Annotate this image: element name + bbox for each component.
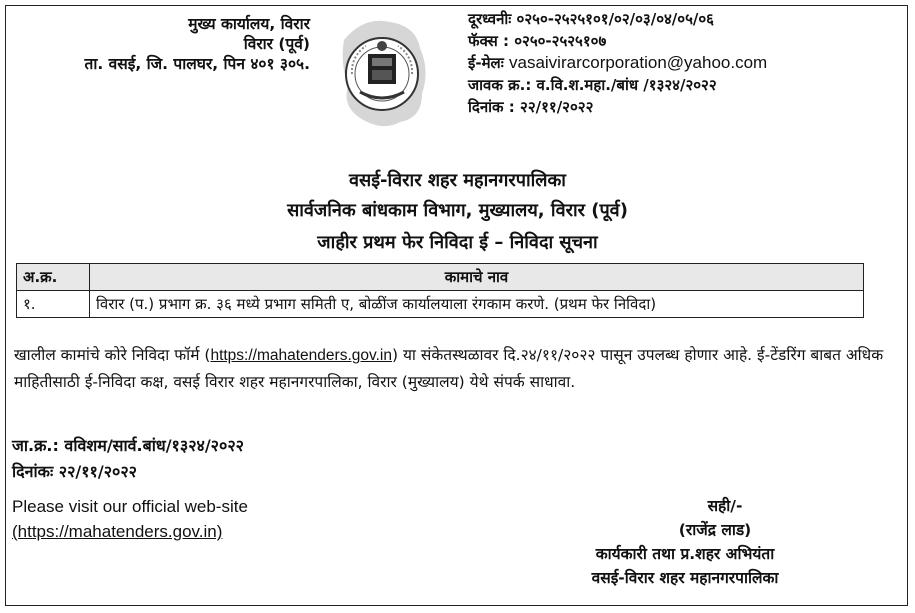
table-header-row [17,264,864,291]
paragraph-pre: खालील कामांचे कोरे निविदा फॉर्म ( [14,346,211,364]
reference-number: जा.क्र.: वविशम/सार्व.बांध/१३२४/२०२२ [12,436,244,455]
notice-paragraph [14,342,904,395]
signatory-name: (राजेंद्र लाड) [678,521,752,539]
visit-line: Please visit our official web-site [12,497,248,516]
tender-website-link[interactable]: https://mahatenders.gov.in [210,347,392,364]
signatory-designation: कार्यकारी तथा प्र.शहर अभियंता [595,545,775,563]
column-serial-header: अ.क्र. [17,264,90,291]
office-line-2: विरार (पूर्व) [243,35,310,53]
department-title: सार्वजनिक बांधकाम विभाग, मुख्यालय, विरार (पूर्व) [287,200,628,221]
header-date: दिनांक : २२/११/२०२२ [468,98,594,116]
signatory-organization: वसई-विरार शहर महानगरपालिका [591,569,779,587]
signature-block [540,494,830,590]
row-work-name: विरार (प.) प्रभाग क्र. ३६ मध्ये प्रभाग समिती ए, बोळींज कार्यालयाला रंगकाम करणे. (प्रथम फेर निविदा) [90,291,864,318]
office-address [0,14,310,74]
signed-mark: सही/- [707,497,743,515]
phone-numbers: दूरध्वनीः ०२५०-२५२५१०१/०२/०३/०४/०५/०६ [468,10,714,28]
works-table [16,263,864,318]
email-label: ई-मेलः [468,54,504,72]
paragraph-post: ) या संकेतस्थळावर दि.२४/११/२०२२ पासून उपलब्ध होणार आहे. ई-टेंडरिंग बाबत अधिक माहितीसाठी ई-निविदा कक्ष, वसई विरार शहर महानगरपालिका, विरार (मुख्यालय) येथे संपर्क साधावा. [14,346,884,391]
office-line-3: ता. वसई, जि. पालघर, पिन ४०१ ३०५. [84,55,310,73]
row-serial: १. [17,291,90,318]
contact-block [468,8,767,118]
column-work-name-header: कामाचे नाव [90,264,864,291]
visit-website-note [12,494,248,544]
visit-website-link[interactable]: (https://mahatenders.gov.in) [12,522,223,541]
office-line-1: मुख्य कार्यालय, विरार [188,15,310,33]
organization-title: वसई-विरार शहर महानगरपालिका [349,170,566,191]
email-row [468,52,767,74]
outward-number: जावक क्र.: व.वि.श.महा./बांध /१३२४/२०२२ [468,76,717,94]
corporation-seal-logo [330,14,434,132]
email-address[interactable]: vasaivirarcorporation@yahoo.com [509,53,768,72]
notice-title: जाहीर प्रथम फेर निविदा ई – निविदा सूचना [317,232,598,253]
table-row [17,291,864,318]
reference-date: दिनांकः २२/११/२०२२ [12,462,138,481]
fax-number: फॅक्स : ०२५०-२५२५१०७ [468,32,607,50]
